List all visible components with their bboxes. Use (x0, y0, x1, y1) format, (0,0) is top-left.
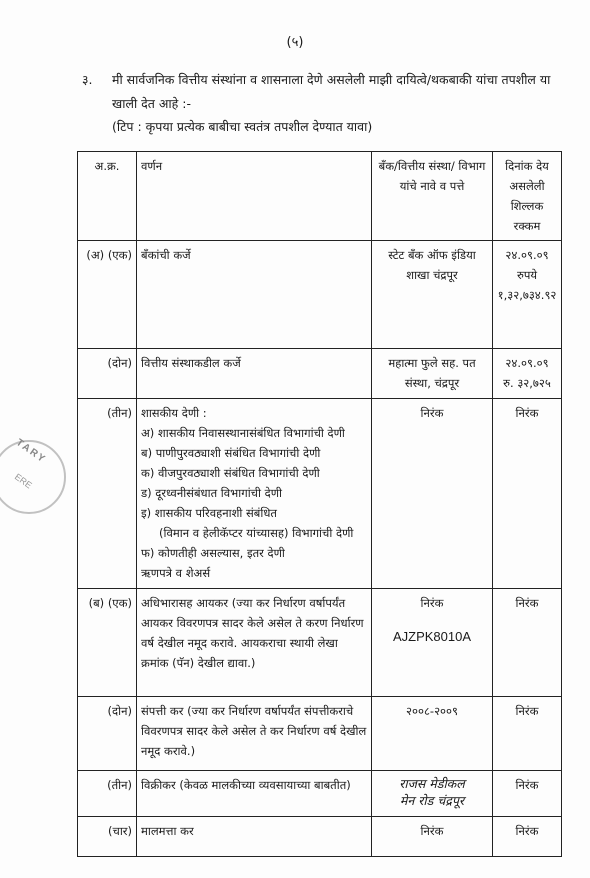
row-amount (493, 349, 562, 399)
row-amount: निरंक (493, 399, 562, 589)
row-institution (372, 589, 493, 697)
amount-value: रु. ३२,७२५ (503, 376, 551, 390)
list-item: अ) शासकीय निवासस्थानासंबंधित विभागांची देणी (141, 426, 345, 440)
row-description: वित्तीय संस्थाकडील कर्जे (137, 349, 372, 399)
row-serial: (अ) (एक) (78, 241, 137, 349)
table-row (78, 771, 562, 817)
row-institution-handwritten (372, 771, 493, 817)
list-item: फ) कोणतीही असल्यास, इतर देणी (141, 546, 285, 560)
row-serial: (दोन) (78, 349, 137, 399)
tip-note: (टिप : कृपया प्रत्येक बाबीचा स्वतंत्र तपशील देण्यात यावा) (112, 119, 373, 134)
row-amount (493, 241, 562, 349)
row-description: मालमत्ता कर (137, 817, 372, 857)
list-item-continuation: (विमान व हेलीकॅप्टर यांच्यासह) विभागांची देणी (159, 526, 354, 540)
institution-value: निरंक (420, 596, 444, 610)
header-serial: अ.क्र. (78, 152, 137, 241)
row-institution: महात्मा फुले सह. पत संस्था, चंद्रपूर (372, 349, 493, 399)
header-institution: बँक/वित्तीय संस्था/ विभाग यांचे नावे व पत्ते (372, 152, 493, 241)
row-institution: २००८-२००९ (372, 697, 493, 771)
handwritten-line: राजस मेडीकल (399, 776, 465, 791)
amount-date: २४.०९.०९ (505, 248, 549, 262)
header-amount: दिनांक देय असलेली शिल्लक रक्कम (493, 152, 562, 241)
row-serial: (तीन) (78, 771, 137, 817)
list-item: ड) दूरध्वनीसंबंधात विभागांची देणी (141, 486, 283, 500)
table-header-row (78, 152, 562, 241)
list-item: ब) पाणीपुरवठ्याशी संबंधित विभागांची देणी (141, 446, 321, 460)
row-institution: निरंक (372, 817, 493, 857)
page-number: (५) (286, 35, 304, 50)
row-description: अधिभारासह आयकर (ज्या कर निर्धारण वर्षापर्यंत आयकर विवरणपत्र सादर केले असेल ते करण निर्धारण वर्ष देखील नमूद करावे. आयकराचा स्थायी लेखा क्रमांक (पॅन) देखील द्यावा.) (137, 589, 372, 697)
row-amount: निरंक (493, 817, 562, 857)
row-serial: (ब) (एक) (78, 589, 137, 697)
header-description: वर्णन (137, 152, 372, 241)
table-row (78, 697, 562, 771)
intro-paragraph (82, 68, 552, 116)
list-item: क) वीजपुरवठ्याशी संबंधित विभागांची देणी (141, 466, 320, 480)
table-row (78, 241, 562, 349)
table-row (78, 399, 562, 589)
amount-date: २४.०९.०९ (505, 356, 549, 370)
intro-text: मी सार्वजनिक वित्तीय संस्थांना व शासनाला देणे असलेली माझी दायित्वे/थकबाकी यांचा तपशील या खाली देत आहे :- (112, 72, 551, 111)
notary-stamp-text: TARY (13, 437, 49, 466)
intro-number: ३. (82, 72, 93, 87)
handwritten-line: मेन रोड चंद्रपूर (399, 793, 465, 808)
row-serial: (चार) (78, 817, 137, 857)
row-serial: (तीन) (78, 399, 137, 589)
row-amount: निरंक (493, 771, 562, 817)
table-row (78, 349, 562, 399)
notary-stamp-inner-text: ERE (12, 471, 34, 491)
government-dues-title: शासकीय देणी : (141, 406, 207, 420)
row-amount: निरंक (493, 697, 562, 771)
row-amount: निरंक (493, 589, 562, 697)
list-item: इ) शासकीय परिवहनाशी संबंधित (141, 506, 277, 520)
pan-number: AJZPK8010A (392, 629, 472, 644)
amount-value: १,३२,७३४.९२ (497, 288, 557, 302)
row-description: संपत्ती कर (ज्या कर निर्धारण वर्षापर्यंत संपत्तीकराचे विवरणपत्र सादर केले असेल ते कर निर्धारण वर्ष देखील नमूद करावे.) (137, 697, 372, 771)
row-serial: (दोन) (78, 697, 137, 771)
row-description (137, 399, 372, 589)
row-description: बँकांची कर्जे (137, 241, 372, 349)
row-description: विक्रीकर (केवळ मालकीच्या व्यवसायाच्या बाबतीत) (137, 771, 372, 817)
row-institution: स्टेट बँक ऑफ इंडिया शाखा चंद्रपूर (372, 241, 493, 349)
list-item: ऋणपत्रे व शेअर्स (141, 566, 211, 580)
table-row (78, 589, 562, 697)
table-row (78, 817, 562, 857)
row-institution: निरंक (372, 399, 493, 589)
liabilities-table (77, 151, 562, 857)
amount-label: रुपये (516, 268, 538, 282)
